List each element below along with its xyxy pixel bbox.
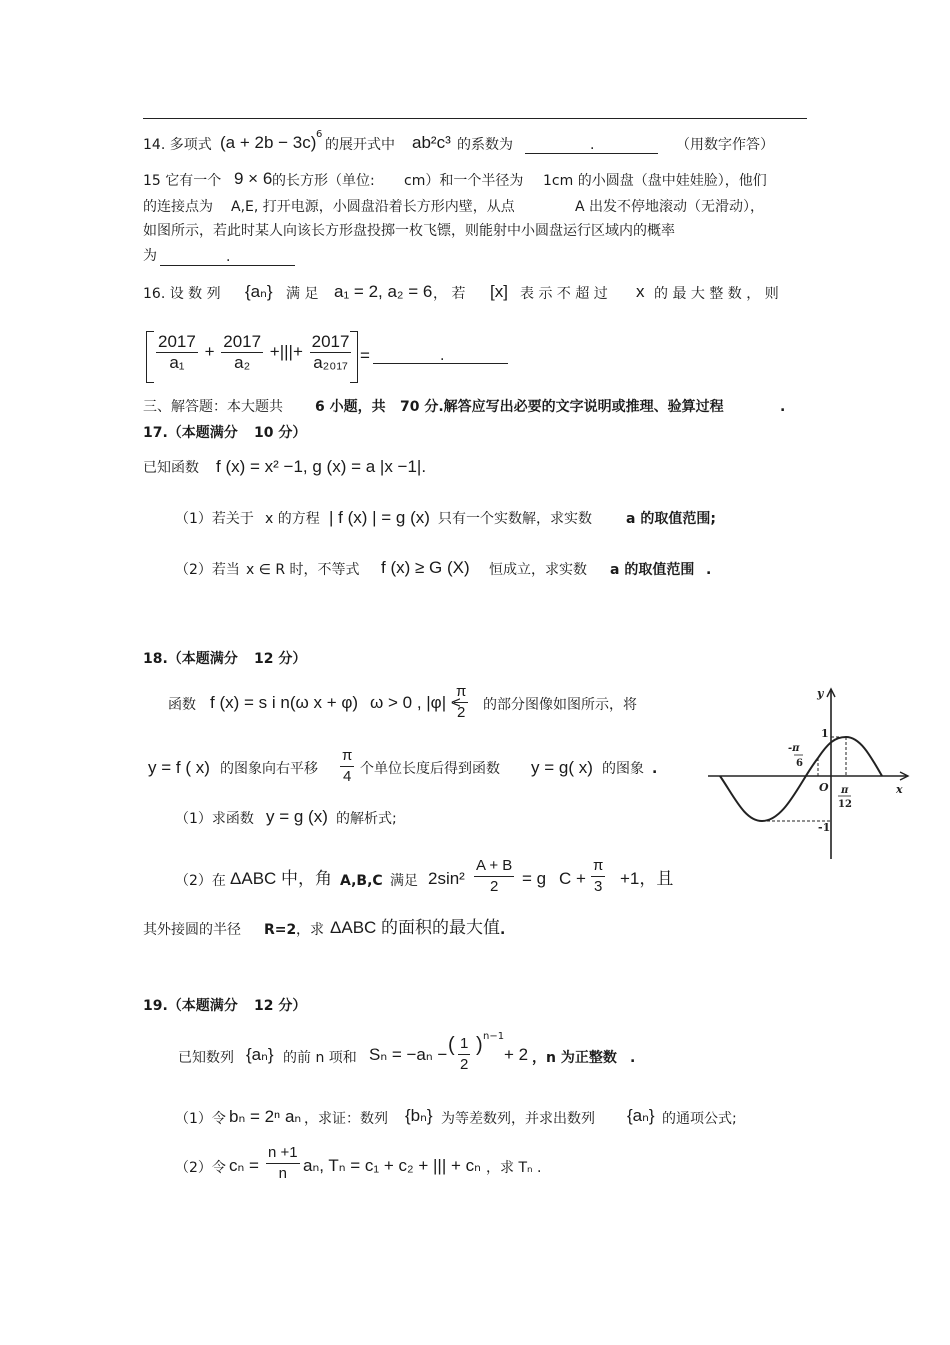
q17-title: 17.（本题满分: [143, 425, 238, 441]
q14-tail: 的系数为: [457, 137, 513, 153]
q16-floor-left-bracket: [146, 331, 154, 383]
q15-line3: 如图所示，若此时某人向该长方形盘投掷一枚飞镖，则能射中小圆盘运行区域内的概率: [143, 223, 675, 239]
q19-l1f: .: [630, 1050, 636, 1066]
q15-line1a: 15 它有一个: [143, 173, 222, 189]
q19-p1a: （1）令: [175, 1111, 226, 1127]
q18-p2f: = g: [522, 869, 547, 888]
q18-l2a: y = f ( x): [148, 758, 210, 777]
graph-neg-pi6-den: 6: [796, 758, 803, 769]
q18-p2a: （2）在: [175, 873, 226, 889]
q19-score: 12 分）: [254, 998, 307, 1014]
q16-dot: .: [440, 348, 445, 364]
sec3-c: 70 分.解答应写出必要的文字说明或推理、验算过程: [400, 399, 724, 415]
q17-p2d: 恒成立，求实数: [489, 562, 587, 578]
q16-line1a: 16. 设 数 列: [143, 286, 221, 302]
q18-pi-over-2: $\frac{\pi}{2}$: [456, 683, 467, 721]
q14-label: 14. 多项式: [143, 137, 212, 153]
q19-bseq: {bₙ}: [405, 1106, 433, 1125]
q17-p1b: x 的方程: [265, 511, 320, 527]
q18-l1c: ω > 0 , |φ| <: [370, 693, 461, 712]
graph-pi12-den: 12: [838, 799, 852, 810]
sec3-d: .: [780, 399, 786, 415]
q19-n1-over-n: $\frac{n +1}{n}$: [268, 1144, 298, 1182]
q18-p2d: 满足: [390, 873, 418, 889]
q16-cond: a₁ = 2, a₂ = 6: [334, 282, 433, 301]
q19-l1c: Sₙ = −aₙ −: [369, 1045, 448, 1064]
q17-p2c: f (x) ≥ G (X): [381, 558, 470, 577]
q16-floor-right-bracket: [350, 331, 358, 383]
q18-p1a: （1）求函数: [175, 811, 254, 827]
q15-line2b: A,E, 打开电源，小圆盘沿着长方形内壁，从点: [231, 199, 515, 215]
q17-p2e: a 的取值范围: [610, 562, 695, 578]
q16-line1c: ， 若: [433, 286, 466, 302]
q19-p1c: ，求证：数列: [304, 1111, 388, 1127]
q18-pi-over-4: $\frac{\pi}{4}$: [342, 747, 353, 785]
top-rule: [143, 118, 807, 119]
q18-score: 12 分）: [254, 651, 307, 667]
q17-p2b: x ∈ R 时，不等式: [246, 562, 360, 578]
q19-half: $\frac{1}{2}$: [460, 1035, 469, 1073]
q19-exp: n−1: [483, 1031, 505, 1042]
q18-p2e: 2sin²: [428, 869, 465, 888]
q17-given-label: 已知函数: [143, 460, 199, 476]
q18-p2c: A,B,C: [340, 873, 383, 889]
q18-l2c: 个单位长度后得到函数: [360, 761, 500, 777]
q16-sum-expression: $\frac{2017}{\text{a₁}}$ + $\frac{2017}{\text{a₂}}$ +|||+ $\frac{2017}{\text{a₂₀₁₇}}$: [158, 332, 350, 372]
q16-floor: [x]: [490, 282, 508, 301]
q17-p1e: a 的取值范围;: [626, 511, 716, 527]
graph-y-label: y: [817, 687, 824, 700]
q17-p2a: （2）若当: [175, 562, 240, 578]
q19-seq: {aₙ}: [246, 1045, 274, 1064]
q16-seq: {aₙ}: [245, 282, 273, 301]
graph-pi12-num: π: [841, 785, 849, 796]
q16-frac-2: $\frac{2017}{\text{a₂}}$: [223, 332, 262, 372]
q19-l1b: 的前 n 项和: [283, 1050, 357, 1066]
q17-p1c: | f (x) | = g (x): [329, 508, 430, 527]
q19-p2a: （2）令: [175, 1160, 226, 1176]
q18-l2b: 的图象向右平移: [220, 761, 318, 777]
graph-x-label: x: [896, 783, 903, 796]
q18-l2e: 的图象: [602, 761, 644, 777]
q16-line1d: 表 示 不 超 过: [520, 286, 608, 302]
q18-title: 18.（本题满分: [143, 651, 238, 667]
q18-p2g: +1，且: [620, 869, 674, 888]
q16-eq: =: [360, 346, 370, 365]
q19-l1e: ，n 为正整数: [532, 1050, 617, 1066]
q18-pi-over-3: $\frac{\pi}{3}$: [593, 857, 604, 895]
q15-dot: .: [226, 249, 231, 265]
q18-l4c: ，求: [296, 922, 324, 938]
graph-one-label: 1: [821, 727, 829, 740]
q19-title: 19.（本题满分: [143, 998, 238, 1014]
q15-line2a: 的连接点为: [143, 199, 213, 215]
q16-line1e: 的 最 大 整 数 ， 则: [654, 286, 779, 302]
q19-l1a: 已知数列: [178, 1050, 234, 1066]
q17-p2f: .: [706, 562, 712, 578]
q18-l1b: f (x) = s i n(ω x + φ): [210, 693, 359, 712]
q15-dimensions: 9 × 6: [234, 169, 273, 188]
q18-cpi: C +: [559, 869, 586, 888]
q19-p1b: bₙ = 2ⁿ aₙ: [229, 1107, 302, 1126]
q14-term: ab²c³: [412, 133, 451, 152]
q17-p1d: 只有一个实数解，求实数: [438, 511, 592, 527]
q19-p2d: ，求 Tₙ .: [486, 1160, 542, 1176]
q17-p1a: （1）若关于: [175, 511, 254, 527]
q14-expr: (a + 2b − 3c): [220, 133, 317, 152]
q16-frac-1: $\frac{2017}{\text{a₁}}$: [158, 332, 196, 372]
q14-dot: .: [590, 137, 595, 153]
q18-p1b: y = g (x): [266, 807, 328, 826]
q18-p1c: 的解析式;: [336, 811, 397, 827]
sine-curve: [720, 737, 882, 821]
q18-l4a: 其外接圆的半径: [143, 922, 241, 938]
graph-origin-label: O: [819, 781, 829, 794]
graph-neg-pi6-num: -π: [788, 743, 800, 754]
q17-given: f (x) = x² −1, g (x) = a |x −1|.: [216, 457, 427, 476]
q19-p2c: aₙ, Tₙ = c₁ + c₂ + ||| + cₙ: [303, 1156, 481, 1175]
q17-score: 10 分）: [254, 425, 307, 441]
q15-line1e: 1cm 的小圆盘（盘中娃娃脸），他们: [543, 173, 767, 189]
q18-p2b: ΔABC 中，角: [230, 869, 333, 888]
q16-line1b: 满 足: [286, 286, 319, 302]
q14-note: （用数字作答）: [676, 137, 774, 153]
q16-x: x: [636, 282, 645, 301]
q14-power: 6: [316, 129, 323, 140]
q15-line2c: A 出发不停地滚动（无滑动），: [575, 199, 765, 215]
q19-p1d: 为等差数列，并求出数列: [441, 1111, 595, 1127]
q18-ab-over-2: $\frac{A + B}{2}$: [476, 857, 513, 895]
q16-frac-n: $\frac{2017}{\text{a₂₀₁₇}}$: [311, 332, 350, 372]
q19-p2b: cₙ =: [229, 1156, 259, 1175]
q18-l1a: 函数: [168, 697, 196, 713]
q18-l4e: .: [500, 922, 506, 938]
q15-line1c: 的长方形（单位:: [272, 173, 375, 189]
q19-p1e: 的通项公式;: [662, 1111, 737, 1127]
graph-neg1-label: -1: [818, 821, 831, 834]
q19-aseq: {aₙ}: [627, 1106, 655, 1125]
q19-l1d: + 2: [504, 1045, 529, 1064]
sec3-a: 三、解答题：本大题共: [143, 399, 283, 415]
sine-graph: [700, 683, 915, 863]
sec3-b: 6 小题，共: [315, 399, 386, 415]
q18-l4d: ΔABC 的面积的最大值: [330, 918, 501, 937]
q18-l2d: y = g( x): [531, 758, 593, 777]
q18-l2f: .: [652, 761, 658, 777]
q14-mid: 的展开式中: [325, 137, 395, 153]
q15-line1d: cm）和一个半径为: [404, 173, 524, 189]
q15-line4: 为: [143, 248, 157, 264]
q18-l4b: R=2: [264, 922, 297, 938]
q18-l1d: 的部分图像如图所示，将: [483, 697, 637, 713]
